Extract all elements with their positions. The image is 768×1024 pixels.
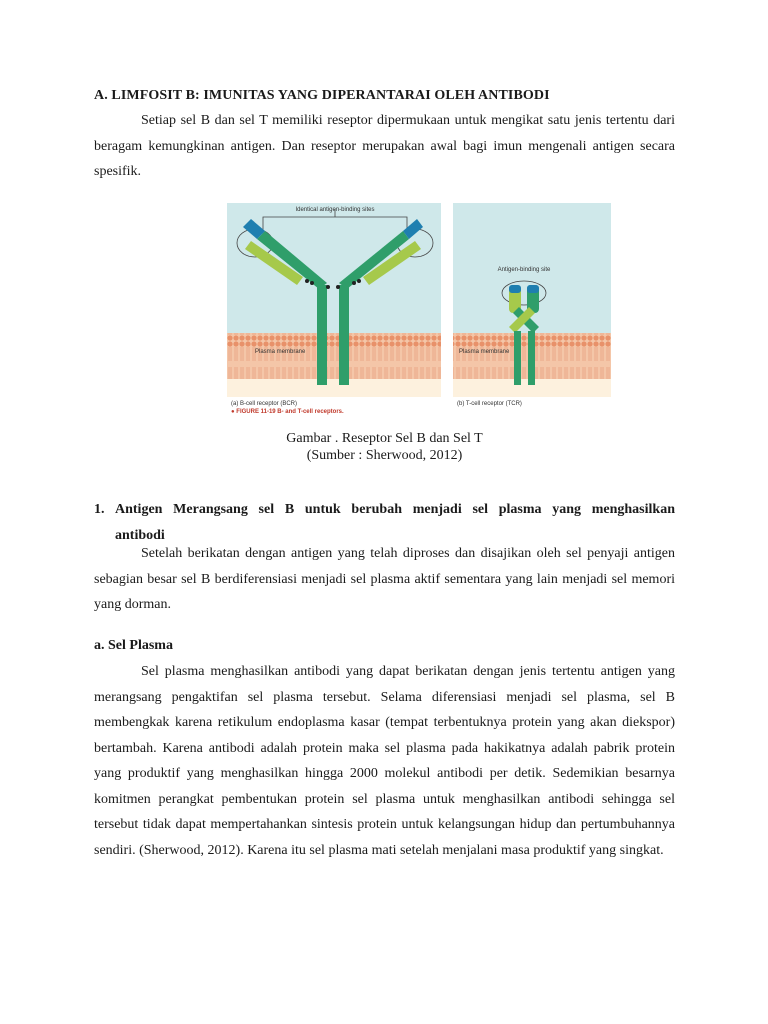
intro-text: Setiap sel B dan sel T memiliki reseptor dipermukaan untuk mengikat satu jenis tertentu dari beragam kemungkinan antigen. Dan reseptor merupakan awal bagi imun mengenali antigen secara spesifik. <box>94 113 675 179</box>
label-identical-sites: Identical antigen-binding sites <box>295 207 375 213</box>
figure-title: ● FIGURE 11-19 B- and T-cell receptors. <box>231 409 344 415</box>
label-antigen-binding-site: Antigen-binding site <box>497 267 551 273</box>
item-a-body: Sel plasma menghasilkan antibodi yang dapat berikatan dengan jenis tertentu antigen yang merangsang pengaktifan sel plasma tersebut. Selama diferensiasi menjadi sel plasma, sel B membengkak karena retikulum endoplasma kasar (tempat terbentuknya protein yang akan diekspor) bertambah. Karena antibodi adalah protein maka sel plasma pada hakikatnya adalah pabrik protein yang produktif yang menghasilkan hingga 2000 molekul antibodi per detik. Sedemikian besarnya komitmen perangkat pembentukan protein sel plasma untuk menghasilkan antibodi sehingga sel tersebut tidak dapat mempertahankan sintesis protein untuk kelangsungan hidup dan pertumbuhannya sendiri. (Sherwood, 2012). Karena itu sel plasma mati setelah menjalani masa produktif yang singkat. <box>94 664 675 858</box>
figure-caption-line1: Gambar . Reseptor Sel B dan Sel T <box>286 431 483 446</box>
item-a-heading: a. Sel Plasma <box>94 638 173 653</box>
item-a-paragraph <box>94 659 675 863</box>
panel-a-label: (a) B-cell receptor (BCR) <box>231 401 298 407</box>
item-1-paragraph <box>94 541 675 618</box>
item-1-body: Setelah berikatan dengan antigen yang telah diproses dan disajikan oleh sel penyaji antigen sebagian besar sel B berdiferensiasi menjadi sel plasma aktif sementara yang lain menjadi sel memori yang dorman. <box>94 546 675 612</box>
item-1-title-line2: antibodi <box>115 527 165 543</box>
panel-b-label: (b) T-cell receptor (TCR) <box>457 401 522 407</box>
section-heading: A. LIMFOSIT B: IMUNITAS YANG DIPERANTARAI OLEH ANTIBODI <box>94 88 550 103</box>
item-1-number: 1. <box>94 502 105 517</box>
label-plasma-membrane-b: Plasma membrane <box>459 349 510 355</box>
intro-paragraph <box>94 108 675 185</box>
figure-caption-line2: (Sumber : Sherwood, 2012) <box>306 448 463 463</box>
panel-a-bcr <box>227 203 441 415</box>
receptor-figure <box>227 203 617 421</box>
item-1-title-line1: Antigen Merangsang sel B untuk berubah menjadi sel plasma yang menghasilkan <box>115 502 675 517</box>
panel-b-tcr <box>453 203 611 407</box>
label-plasma-membrane-a: Plasma membrane <box>255 349 306 355</box>
